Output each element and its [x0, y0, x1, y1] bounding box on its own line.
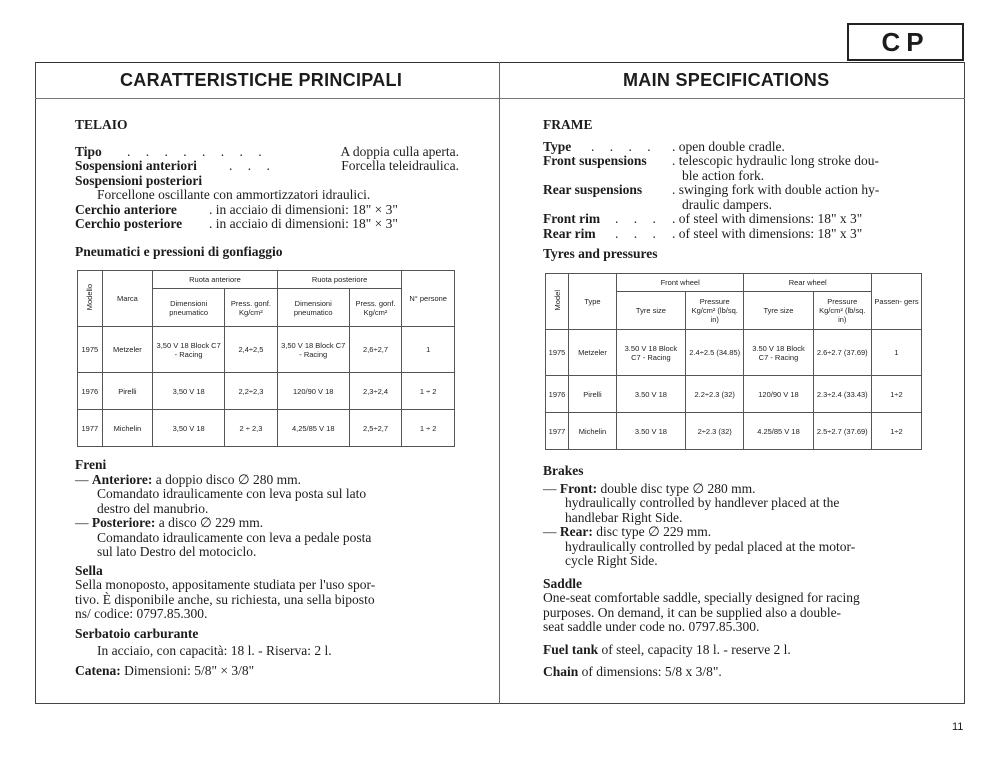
italian-column	[75, 118, 459, 259]
type-row	[543, 140, 923, 155]
cell-front-size: 3.50 V 18	[616, 413, 685, 450]
saddle-heading: Saddle	[543, 575, 583, 591]
cell-year: 1975	[78, 327, 103, 373]
cell-rear-press: 2.3÷2.4 (33.43)	[813, 376, 871, 413]
front-susp-value: . telescopic hydraulic long stroke dou-	[672, 153, 879, 168]
chain-label: Chain	[543, 664, 579, 679]
cell-rear-size: 3.50 V 18 Block C7 - Racing	[744, 330, 813, 376]
sosp-ant-row	[75, 159, 459, 174]
cerchio-ant-row	[75, 203, 459, 218]
fuel-row	[543, 643, 925, 658]
tipo-dots: . . . . . . . .	[127, 143, 268, 159]
cell-year: 1977	[546, 413, 569, 450]
group-rear-wheel: Rear wheel	[744, 274, 872, 292]
anteriore-label: Anteriore:	[91, 471, 153, 487]
section-badge: CP	[847, 23, 964, 61]
cell-rear-size: 4.25/85 V 18	[744, 413, 813, 450]
cell-front-size: 3.50 V 18 Block C7 - Racing	[616, 330, 685, 376]
type-dots: . . . .	[591, 138, 657, 154]
chain-text: of dimensions: 5/8 x 3/8".	[581, 664, 722, 679]
english-column	[543, 118, 923, 262]
frame-heading: FRAME	[543, 117, 593, 132]
col-model: Model	[552, 290, 562, 311]
col-rear-size: Tyre size	[744, 292, 813, 330]
fuel-text: of steel, capacity 18 l. - reserve 2 l.	[601, 641, 791, 657]
chain-row	[543, 665, 925, 680]
sosp-ant-label: Sospensioni anteriori	[75, 158, 197, 173]
header-rule-right	[500, 98, 965, 99]
group-ruota-anteriore: Ruota anteriore	[153, 271, 278, 289]
cerchio-ant-label: Cerchio anteriore	[75, 201, 177, 217]
italian-tyre-table	[77, 270, 455, 447]
tipo-value: A doppia culla aperta.	[340, 143, 459, 159]
front-susp-label: Front suspensions	[543, 153, 647, 168]
cell-rear-press: 2,5÷2,7	[349, 410, 402, 447]
front-susp-value-2: ble action fork.	[682, 167, 765, 183]
cell-brand: Pirelli	[102, 373, 152, 410]
sella-text-1: Sella monoposto, appositamente studiata per l'uso spor-	[75, 577, 376, 592]
brakes-heading: Brakes	[543, 463, 584, 478]
front-susp-row	[543, 154, 923, 169]
group-front-wheel: Front wheel	[616, 274, 744, 292]
col-marca: Marca	[102, 271, 152, 327]
catena-label: Catena:	[75, 662, 121, 678]
rear-rim-label: Rear rim	[543, 225, 596, 241]
col-front-pressure: Pressure Kg/cm² (lb/sq. in)	[685, 292, 743, 330]
cell-front-press: 2.2÷2.3 (32)	[685, 376, 743, 413]
cell-front-press: 2÷2.3 (32)	[685, 413, 743, 450]
english-tyre-table	[545, 273, 922, 450]
table-row	[78, 327, 455, 373]
sella-text-2: tivo. È disponibile anche, su richiesta, una sella biposto	[75, 591, 375, 607]
italian-title: CARATTERISTICHE PRINCIPALI	[120, 70, 403, 90]
rear-text: disc type ∅ 229 mm.	[596, 524, 712, 539]
cell-brand: Michelin	[569, 413, 617, 450]
cell-passengers: 1	[872, 330, 922, 376]
cerchio-ant-value: . in acciaio di dimensioni: 18" × 3"	[209, 201, 398, 217]
col-passengers: Passen- gers	[872, 274, 922, 330]
freni-heading: Freni	[75, 457, 107, 472]
cerchio-post-label: Cerchio posteriore	[75, 216, 183, 231]
sella-text-3: ns/ codice: 0797.85.300.	[75, 606, 208, 621]
posteriore-text-3: sul lato Destro del motociclo.	[97, 544, 257, 559]
brakes-front-row: — Front: double disc type ∅ 280 mm.	[543, 480, 756, 496]
cell-persons: 1 ÷ 2	[402, 373, 455, 410]
rear-rim-row	[543, 227, 923, 242]
anteriore-text: a doppio disco ∅ 280 mm.	[155, 471, 301, 487]
serbatoio-heading: Serbatoio carburante	[75, 625, 199, 641]
freni-ant-row: — Anteriore: a doppio disco ∅ 280 mm.	[75, 471, 301, 487]
freni-post-row: — Posteriore: a disco ∅ 229 mm.	[75, 515, 264, 530]
group-ruota-posteriore: Ruota posteriore	[277, 271, 402, 289]
tipo-label: Tipo	[75, 143, 102, 159]
sosp-ant-dots: . . .	[229, 158, 276, 173]
col-press-ant: Press. gonf. Kg/cm²	[225, 289, 278, 327]
col-front-size: Tyre size	[616, 292, 685, 330]
cell-brand: Pirelli	[569, 376, 617, 413]
col-dim-post: Dimensioni pneumatico	[277, 289, 349, 327]
type-label: Type	[543, 138, 572, 154]
sosp-post-label: Sospensioni posteriori	[75, 172, 203, 188]
cell-rear-dim: 3,50 V 18 Block C7 - Racing	[277, 327, 349, 373]
header-rule-left	[35, 98, 499, 99]
cell-year: 1977	[78, 410, 103, 447]
tipo-row	[75, 145, 459, 160]
cell-year: 1976	[546, 376, 569, 413]
cell-rear-press: 2,6÷2,7	[349, 327, 402, 373]
front-rim-row	[543, 212, 923, 227]
tyres-heading: Tyres and pressures	[543, 246, 658, 261]
rear-susp-value: . swinging fork with double action hy-	[672, 182, 880, 197]
cell-front-press: 2,4÷2,5	[225, 327, 278, 373]
col-modello: Modello	[85, 284, 95, 311]
rear-text-3: cycle Right Side.	[565, 553, 658, 568]
col-dim-ant: Dimensioni pneumatico	[153, 289, 225, 327]
front-text-3: handlebar Right Side.	[565, 509, 683, 525]
cell-front-dim: 3,50 V 18	[153, 373, 225, 410]
posteriore-label: Posteriore:	[91, 515, 156, 530]
cell-rear-press: 2.6÷2.7 (37.69)	[813, 330, 871, 376]
fuel-label: Fuel tank	[543, 641, 599, 657]
type-value: . open double cradle.	[672, 138, 785, 154]
cell-rear-press: 2.5÷2.7 (37.69)	[813, 413, 871, 450]
cerchio-post-value: . in acciaio di dimensioni: 18" × 3"	[209, 216, 398, 231]
rear-rim-value: . of steel with dimensions: 18" x 3"	[672, 225, 863, 241]
cell-passengers: 1÷2	[872, 413, 922, 450]
cell-front-press: 2.4÷2.5 (34.85)	[685, 330, 743, 376]
anteriore-text-2: Comandato idraulicamente con leva posta sul lato	[97, 486, 367, 501]
rear-susp-row	[543, 183, 923, 198]
cell-year: 1975	[546, 330, 569, 376]
pneumatici-heading: Pneumatici e pressioni di gonfiaggio	[75, 243, 283, 259]
cell-passengers: 1÷2	[872, 376, 922, 413]
sosp-ant-value: Forcella teleidraulica.	[341, 158, 459, 173]
cell-front-dim: 3,50 V 18 Block C7 - Racing	[153, 327, 225, 373]
column-divider	[499, 62, 500, 704]
cell-rear-dim: 4,25/85 V 18	[277, 410, 349, 447]
cell-front-press: 2 ÷ 2,3	[225, 410, 278, 447]
serbatoio-text: In acciaio, con capacità: 18 l. - Riserva: 2 l.	[97, 643, 332, 658]
sosp-post-value: Forcellone oscillante con ammortizzatori idraulici.	[97, 187, 371, 202]
col-persone: N° persone	[402, 271, 455, 327]
page-number: 11	[952, 721, 964, 733]
cell-brand: Michelin	[102, 410, 152, 447]
anteriore-text-3: destro del manubrio.	[97, 500, 209, 516]
col-rear-pressure: Pressure Kg/cm² (lb/sq. in)	[813, 292, 871, 330]
posteriore-text: a disco ∅ 229 mm.	[158, 515, 264, 530]
cell-rear-dim: 120/90 V 18	[277, 373, 349, 410]
posteriore-text-2: Comandato idraulicamente con leva a pedale posta	[97, 529, 372, 545]
table-row	[546, 376, 922, 413]
cell-brand: Metzeler	[102, 327, 152, 373]
cell-front-dim: 3,50 V 18	[153, 410, 225, 447]
front-label: Front:	[559, 480, 598, 496]
cell-rear-press: 2,3÷2,4	[349, 373, 402, 410]
catena-row	[75, 664, 459, 679]
front-text-2: hydraulically controlled by handlever placed at the	[565, 495, 840, 510]
saddle-text-1: One-seat comfortable saddle, specially designed for racing	[543, 590, 860, 605]
front-rim-value: . of steel with dimensions: 18" x 3"	[672, 211, 863, 226]
cell-persons: 1 ÷ 2	[402, 410, 455, 447]
rear-text-2: hydraulically controlled by pedal placed at the motor-	[565, 538, 856, 554]
telaio-heading: TELAIO	[75, 117, 128, 132]
table-row	[78, 410, 455, 447]
front-rim-dots: . . .	[615, 211, 662, 226]
front-rim-label: Front rim	[543, 211, 601, 226]
italian-lower	[75, 458, 459, 678]
saddle-text-3: seat saddle under code no. 0797.85.300.	[543, 619, 760, 634]
front-text: double disc type ∅ 280 mm.	[600, 480, 756, 496]
cell-brand: Metzeler	[569, 330, 617, 376]
cell-year: 1976	[78, 373, 103, 410]
table-row	[78, 373, 455, 410]
table-row	[546, 330, 922, 376]
english-title: MAIN SPECIFICATIONS	[623, 70, 830, 90]
col-type: Type	[569, 274, 617, 330]
catena-text: Dimensioni: 5/8" × 3/8"	[124, 662, 255, 678]
cell-rear-size: 120/90 V 18	[744, 376, 813, 413]
brakes-rear-row: — Rear: disc type ∅ 229 mm.	[543, 524, 712, 539]
cerchio-post-row	[75, 217, 459, 232]
saddle-text-2: purposes. On demand, it can be supplied also a double-	[543, 604, 842, 620]
rear-label: Rear:	[559, 524, 593, 539]
cell-front-size: 3.50 V 18	[616, 376, 685, 413]
rear-rim-dots: . . .	[615, 225, 662, 241]
sella-heading: Sella	[75, 562, 103, 578]
english-lower	[543, 464, 925, 680]
cell-front-press: 2,2÷2,3	[225, 373, 278, 410]
rear-susp-label: Rear suspensions	[543, 182, 643, 197]
cell-persons: 1	[402, 327, 455, 373]
table-row	[546, 413, 922, 450]
rear-susp-value-2: draulic dampers.	[682, 196, 772, 212]
col-press-post: Press. gonf. Kg/cm²	[349, 289, 402, 327]
